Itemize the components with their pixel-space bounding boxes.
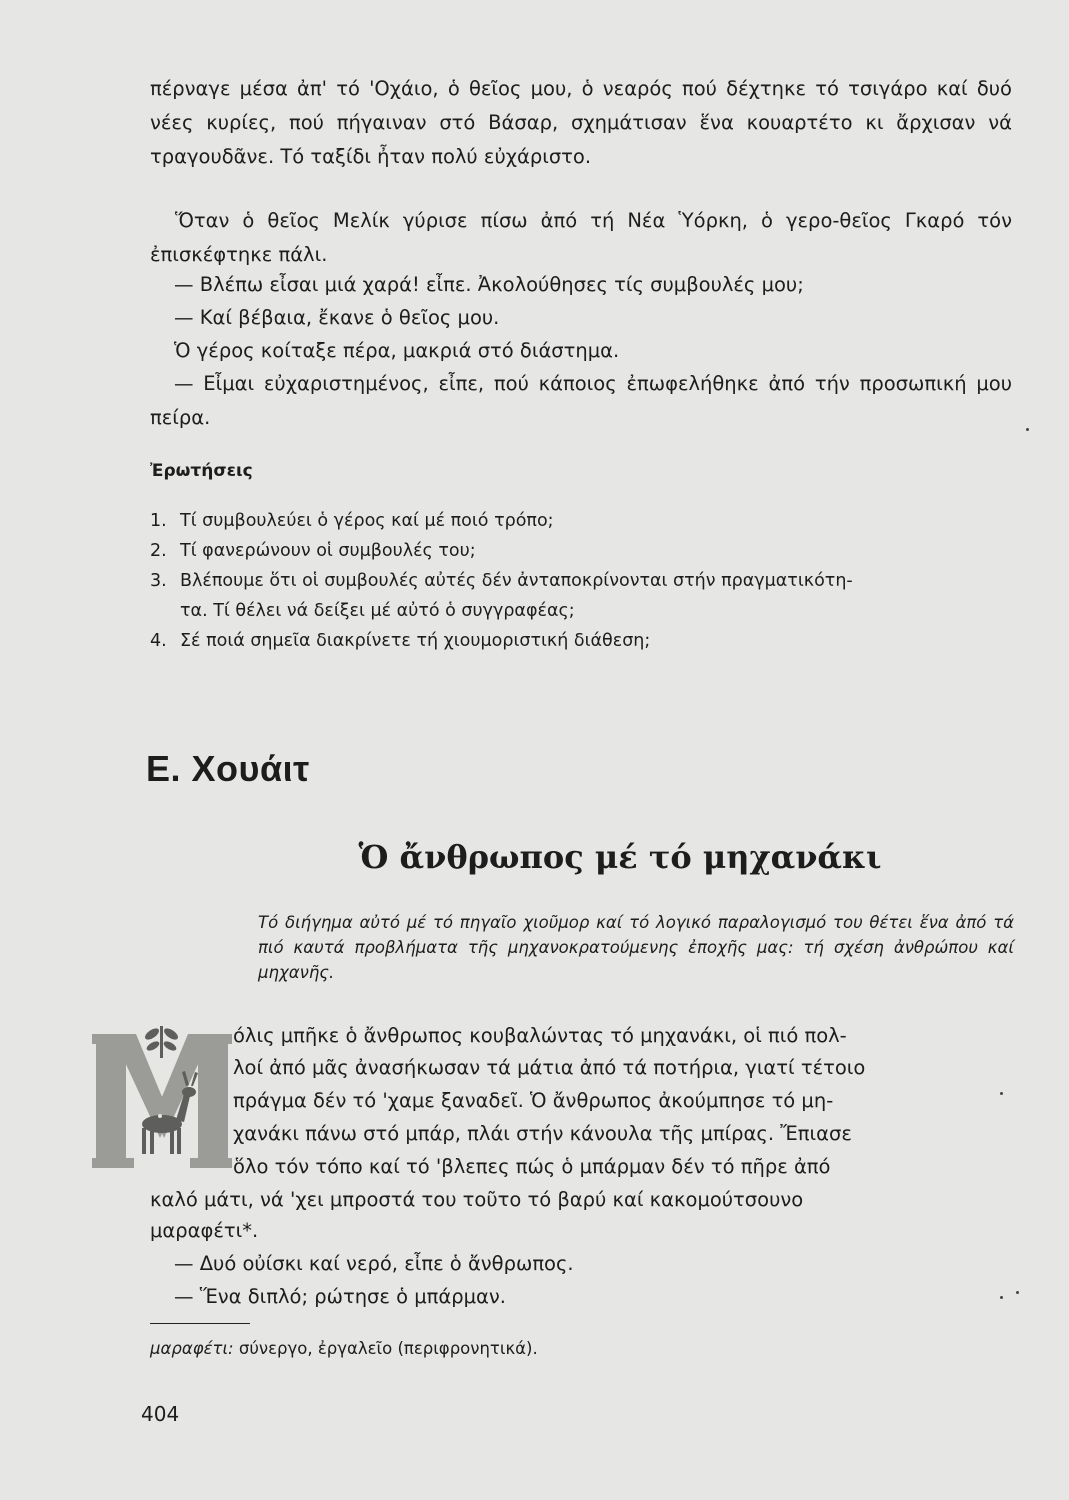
question-text: Τί φανερώνουν οἱ συμβουλές του; xyxy=(180,541,476,561)
dialogue-line-2: — Καί βέβαια, ἔκανε ὁ θεῖος μου. xyxy=(174,306,500,329)
question-1 xyxy=(150,506,554,536)
story-line-7: μαραφέτι*. xyxy=(150,1219,259,1242)
second-paragraph: Ὅταν ὁ θεῖος Μελίκ γύρισε πίσω ἀπό τή Νέα Ὑόρκη, ὁ γερο-θεῖος Γκαρό τόν ἐπισκέφτηκε πάλι. xyxy=(150,209,1012,266)
story-line-9: — Ἕνα διπλό; ρώτησε ὁ μπάρμαν. xyxy=(174,1285,507,1308)
scan-speck xyxy=(1000,1092,1003,1095)
questions-heading: Ἐρωτήσεις xyxy=(150,461,253,481)
story-line-5: ὅλο τόν τόπο καί τό 'βλεπες πώς ὁ μπάρμαν δέν τό πῆρε ἀπό xyxy=(233,1155,831,1178)
footnote-divider xyxy=(150,1323,250,1324)
question-4 xyxy=(150,626,650,656)
question-number: 1. xyxy=(150,511,167,531)
question-number: 2. xyxy=(150,541,167,561)
footnote-definition: σύνεργο, ἐργαλεῖο (περιφρονητικά). xyxy=(238,1339,538,1358)
story-line-1: όλις μπῆκε ὁ ἄνθρωπος κουβαλώντας τό μηχανάκι, οἱ πιό πολ- xyxy=(233,1024,847,1047)
question-3 xyxy=(150,566,853,596)
question-number: 3. xyxy=(150,571,167,591)
top-paragraph: πέρναγε μέσα ἀπ' τό 'Οχάιο, ὁ θεῖος μου, ὁ νεαρός πού δέχτηκε τό τσιγάρο καί δυό νέες κυρίες, πού πήγαιναν στό Βάσαρ, σχημάτισαν ἕνα κουαρτέτο κι ἄρχισαν νά τραγουδᾶνε. Τό ταξίδι ἦταν πολύ εὐχάριστο. xyxy=(150,77,1012,168)
page-number: 404 xyxy=(141,1402,180,1426)
question-2 xyxy=(150,536,476,566)
dialogue-line-4: — Εἶμαι εὐχαριστημένος, εἶπε, πού κάποιος ἐπωφελήθηκε ἀπό τήν προσωπική μου πείρα. xyxy=(150,372,1012,429)
intro-text: Τό διήγημα αὐτό μέ τό πηγαῖο χιοῦμορ καί τό λογικό παραλογισμό του θέτει ἕνα ἀπό τά πιό καυτά προβλήματα τῆς μηχανοκρατούμενης ἐποχῆς μας: τή σχέση ἀνθρώπου καί μηχανῆς. xyxy=(258,913,1014,982)
question-3-continuation xyxy=(150,596,575,626)
question-text: Βλέπουμε ὅτι οἱ συμβουλές αὐτές δέν ἀνταποκρίνονται στήν πραγματικότη- xyxy=(180,571,853,591)
story-line-6: καλό μάτι, νά 'χει μπροστά του τοῦτο τό βαρύ καί κακομούτσουνο xyxy=(150,1188,804,1211)
footnote xyxy=(150,1336,538,1362)
story-line-2: λοί ἀπό μᾶς ἀνασήκωσαν τά μάτια ἀπό τά ποτήρια, γιατί τέτοιο xyxy=(233,1056,866,1079)
question-number: 4. xyxy=(150,631,167,651)
story-line-8: — Δυό οὐίσκι καί νερό, εἶπε ὁ ἄνθρωπος. xyxy=(174,1252,574,1275)
question-text-continued: τα. Τί θέλει νά δείξει μέ αὐτό ὁ συγγραφέας; xyxy=(180,601,575,621)
dropcap-m-icon xyxy=(92,1020,232,1168)
author-name: Ε. Χουάιτ xyxy=(146,748,310,789)
question-text: Σέ ποιά σημεῖα διακρίνετε τή χιουμοριστική διάθεση; xyxy=(180,631,651,651)
dialogue-line-1: — Βλέπω εἶσαι μιά χαρά! εἶπε. Ἀκολούθησες τίς συμβουλές μου; xyxy=(174,273,804,296)
scan-speck xyxy=(1000,1296,1003,1299)
story-title: Ὁ ἄνθρωπος μέ τό μηχανάκι xyxy=(358,838,882,876)
question-text: Τί συμβουλεύει ὁ γέρος καί μέ ποιό τρόπο; xyxy=(180,511,554,531)
dialogue-line-3: Ὁ γέρος κοίταξε πέρα, μακριά στό διάστημα. xyxy=(174,339,620,362)
scan-speck xyxy=(1026,428,1029,431)
story-line-4: χανάκι πάνω στό μπάρ, πλάι στήν κάνουλα τῆς μπίρας. Ἔπιασε xyxy=(233,1122,852,1145)
footnote-term: μαραφέτι: xyxy=(150,1339,234,1358)
scan-speck xyxy=(1016,1291,1019,1294)
story-line-3: πράγμα δέν τό 'χαμε ξαναδεῖ. Ὁ ἄνθρωπος ἀκούμπησε τό μη- xyxy=(233,1089,834,1112)
